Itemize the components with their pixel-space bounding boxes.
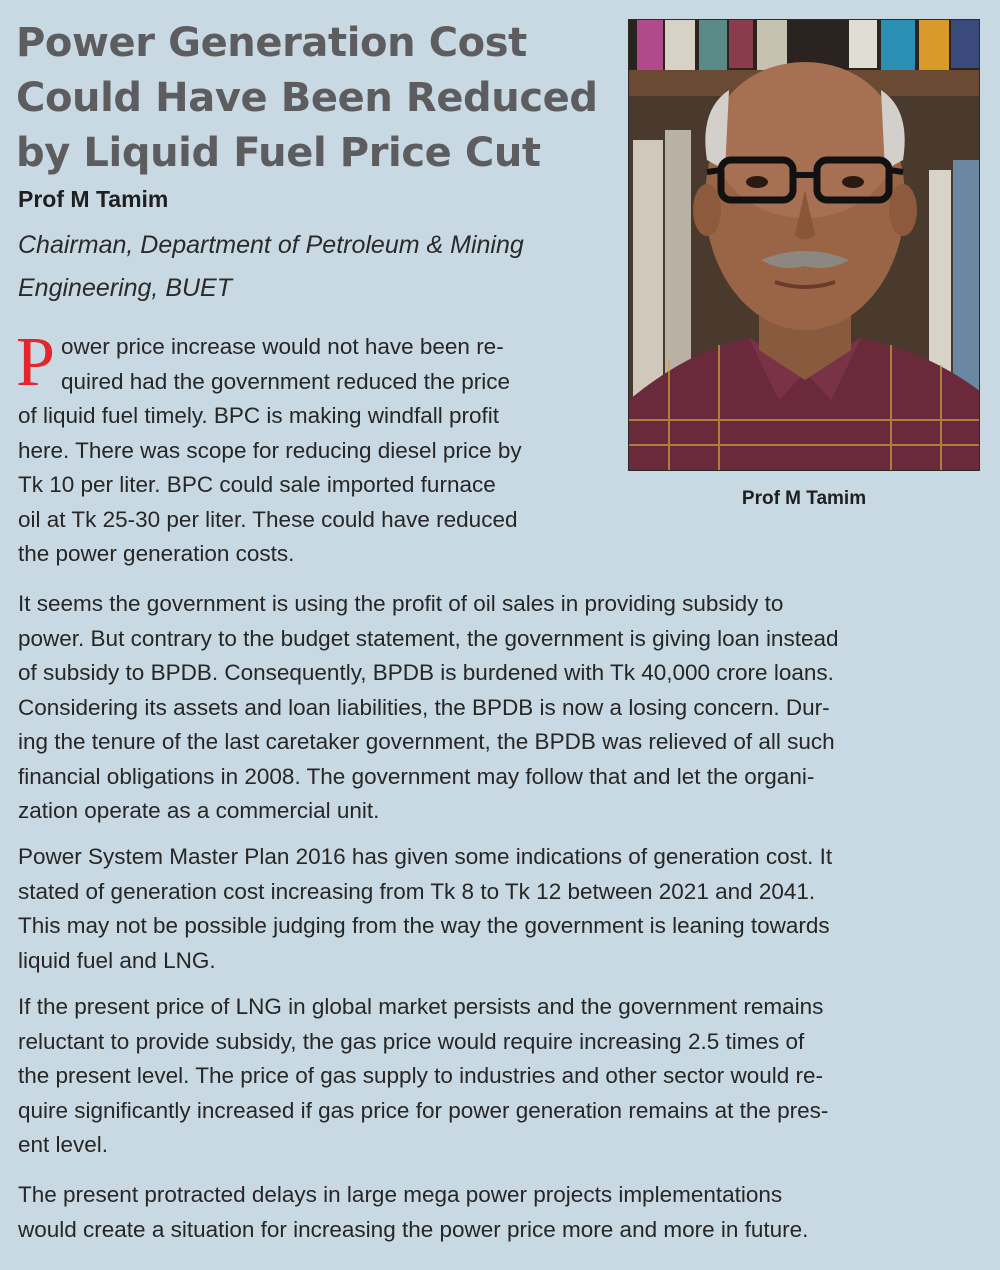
- body-paragraph: [18, 840, 978, 978]
- text-line: oil at Tk 25-30 per liter. These could have reduced: [18, 506, 518, 532]
- headline-line: Could Have Been Reduced: [16, 75, 598, 121]
- text-line: financial obligations in 2008. The government may follow that and let the organi-: [18, 763, 815, 789]
- text-line: stated of generation cost increasing from Tk 8 to Tk 12 between 2021 and 2041.: [18, 878, 816, 904]
- author-name: Prof M Tamim: [18, 186, 169, 212]
- photo-caption: Prof M Tamim: [741, 488, 867, 509]
- text-line: The present protracted delays in large mega power projects implementations: [18, 1182, 783, 1207]
- headline-line: by Liquid Fuel Price Cut: [16, 130, 541, 176]
- text-line: If the present price of LNG in global market persists and the government remains: [18, 994, 824, 1019]
- text-line: of liquid fuel timely. BPC is making windfall profit: [18, 403, 500, 428]
- author-role-line: Chairman, Department of Petroleum & Mining: [18, 231, 524, 259]
- drop-cap: P: [16, 324, 55, 401]
- article-headline: [16, 16, 616, 181]
- text-line: reluctant to provide subsidy, the gas price would require increasing 2.5 times of: [18, 1028, 805, 1054]
- text-line: zation operate as a commercial unit.: [18, 798, 380, 823]
- text-line: the power generation costs.: [18, 541, 295, 566]
- text-line: quired had the government reduced the price: [60, 368, 510, 394]
- text-line: ent level.: [18, 1132, 109, 1157]
- headline-line: Power Generation Cost: [16, 20, 527, 66]
- lead-paragraph: [16, 324, 610, 572]
- text-line: ower price increase would not have been re-: [60, 334, 504, 359]
- text-line: ing the tenure of the last caretaker government, the BPDB was relieved of all such: [18, 729, 835, 754]
- text-line: would create a situation for increasing the power price more and more in future.: [18, 1216, 809, 1242]
- text-line: It seems the government is using the profit of oil sales in providing subsidy to: [18, 591, 784, 616]
- author-role-line: Engineering, BUET: [18, 274, 233, 302]
- text-line: Tk 10 per liter. BPC could sale imported furnace: [18, 472, 496, 497]
- body-paragraph: [18, 587, 978, 829]
- body-paragraph: [18, 1178, 978, 1247]
- text-line: of subsidy to BPDB. Consequently, BPDB is burdened with Tk 40,000 crore loans.: [18, 660, 834, 685]
- portrait-illustration: [629, 20, 980, 471]
- author-role: [18, 224, 618, 310]
- text-line: quire significantly increased if gas price for power generation remains at the pres-: [18, 1097, 829, 1123]
- body-paragraph: [18, 990, 978, 1163]
- text-line: the present level. The price of gas supply to industries and other sector would re-: [18, 1063, 824, 1088]
- author-photo: [628, 19, 980, 471]
- text-line: Power System Master Plan 2016 has given some indications of generation cost. It: [18, 844, 833, 869]
- text-line: Considering its assets and loan liabilities, the BPDB is now a losing concern. Dur-: [18, 694, 830, 720]
- text-line: power. But contrary to the budget statement, the government is giving loan instead: [18, 625, 839, 651]
- text-line: This may not be possible judging from the way the government is leaning towards: [18, 913, 830, 938]
- text-line: here. There was scope for reducing diesel price by: [18, 437, 522, 463]
- text-line: liquid fuel and LNG.: [18, 947, 216, 973]
